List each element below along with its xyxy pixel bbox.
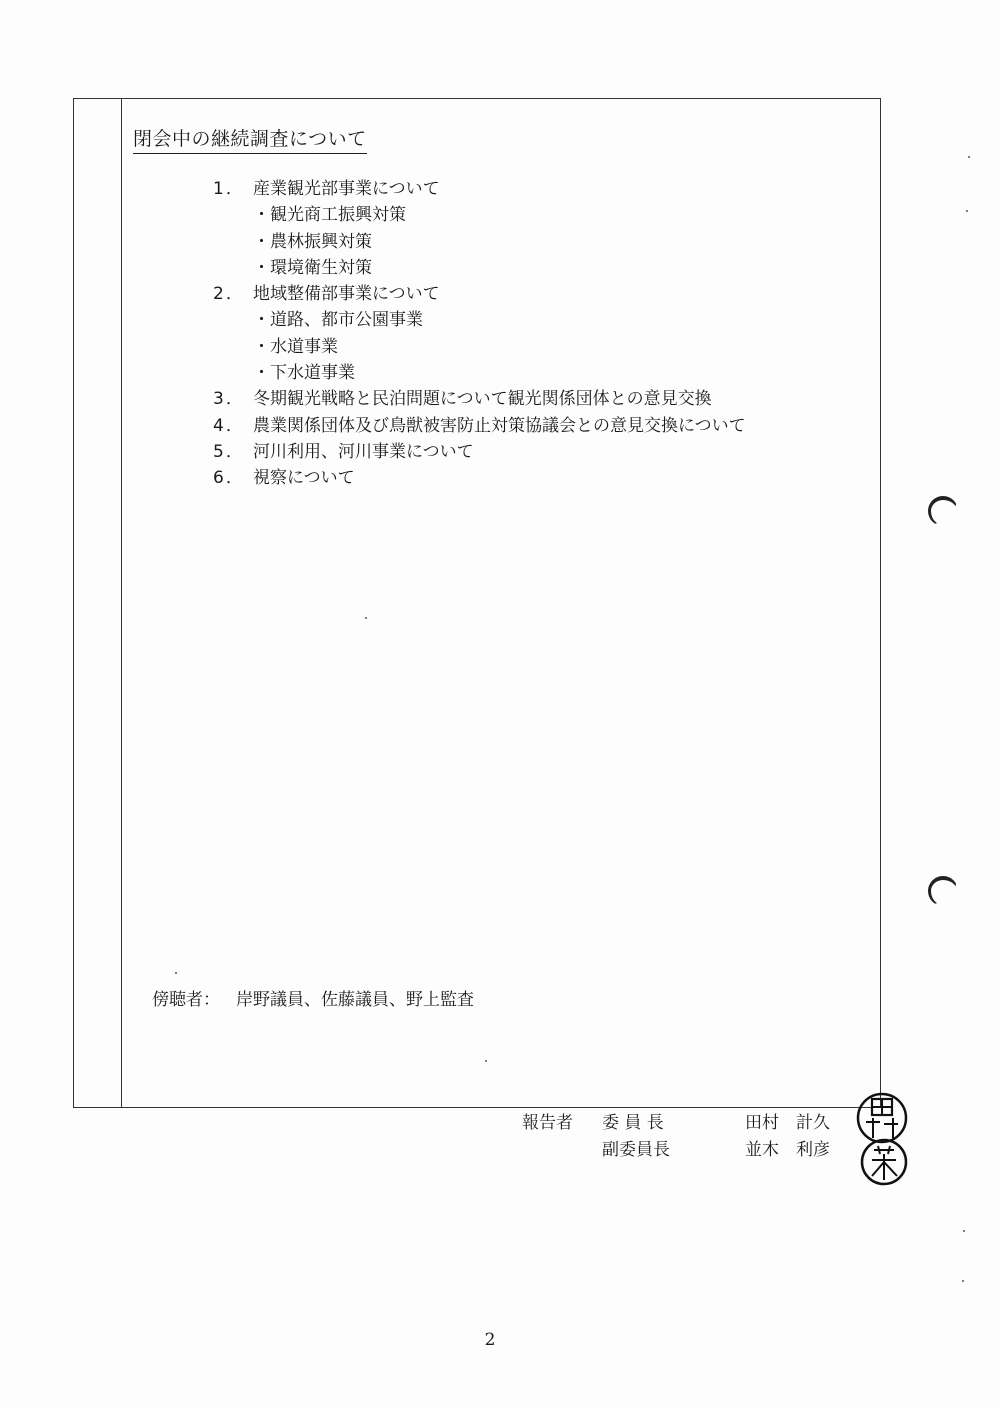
agenda-item-2 — [213, 281, 873, 386]
agenda-subitem: ・水道事業 — [253, 336, 338, 357]
agenda-item-text: 農業関係団体及び鳥獣被害防止対策協議会との意見交換について — [253, 415, 746, 436]
agenda-item-5 — [213, 439, 873, 465]
agenda-item-1 — [213, 176, 873, 281]
observers-line — [152, 985, 474, 1010]
agenda-item-text: 河川利用、河川事業について — [253, 441, 474, 462]
hanko-seals — [852, 1088, 912, 1188]
agenda-list — [213, 176, 873, 492]
punch-hole-mark — [928, 876, 958, 906]
agenda-subitem: ・下水道事業 — [253, 363, 355, 384]
page-number: 2 — [484, 1330, 496, 1350]
agenda-item-number: 4． — [213, 415, 245, 436]
agenda-item-text: 冬期観光戦略と民泊問題について観光関係団体との意見交換 — [253, 389, 712, 410]
observers-names: 岸野議員、佐藤議員、野上監査 — [236, 990, 474, 1010]
agenda-item-number: 1． — [213, 179, 245, 199]
agenda-item-4 — [213, 413, 873, 439]
seal-tamura — [858, 1094, 906, 1142]
reporter-name: 並木 利彦 — [745, 1140, 830, 1160]
reporter-role: 委 員 長 — [602, 1113, 664, 1133]
agenda-subitem: ・道路、都市公園事業 — [253, 310, 423, 331]
frame-divider — [121, 98, 122, 1108]
reporters-block — [522, 1110, 852, 1164]
scan-speck — [962, 1280, 964, 1282]
reporters-label: 報告者 — [522, 1113, 573, 1133]
agenda-item-number: 5． — [213, 441, 245, 462]
agenda-item-6 — [213, 465, 873, 491]
agenda-item-3 — [213, 386, 873, 412]
scan-speck — [485, 1060, 487, 1062]
agenda-subitem: ・環境衛生対策 — [253, 257, 372, 278]
agenda-item-number: 6． — [213, 468, 245, 489]
reporter-row — [522, 1110, 852, 1137]
agenda-item-number: 2． — [213, 284, 245, 305]
agenda-item-text: 視察について — [253, 468, 355, 489]
scan-speck — [966, 210, 968, 212]
agenda-item-text: 産業観光部事業について — [253, 179, 440, 199]
reporter-name: 田村 計久 — [745, 1113, 830, 1133]
observers-label: 傍聴者： — [152, 990, 220, 1010]
scan-speck — [175, 972, 177, 974]
agenda-subitem: ・農林振興対策 — [253, 231, 372, 252]
reporter-row — [522, 1137, 852, 1164]
page-title: 閉会中の継続調査について — [133, 124, 367, 154]
agenda-item-number: 3． — [213, 389, 245, 410]
scan-speck — [365, 617, 367, 619]
reporter-role: 副委員長 — [602, 1140, 670, 1160]
agenda-subitem: ・観光商工振興対策 — [253, 205, 406, 226]
scan-speck — [968, 156, 970, 158]
seal-namiki — [862, 1140, 906, 1184]
agenda-item-text: 地域整備部事業について — [253, 284, 440, 305]
punch-hole-mark — [928, 496, 958, 526]
scan-speck — [963, 1230, 965, 1232]
